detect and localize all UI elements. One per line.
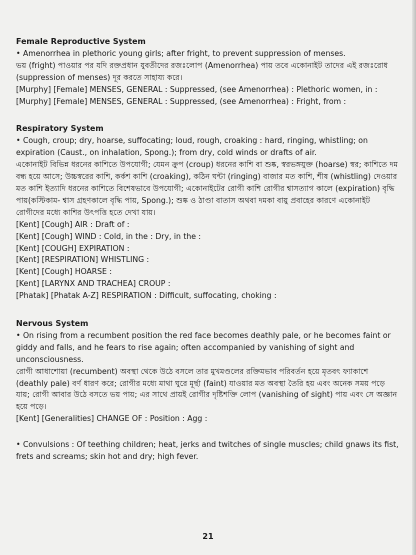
section-title-respiratory: Respiratory System <box>16 124 104 134</box>
repertory-rubric: [Kent] [LARYNX AND TRACHEA] CROUP : <box>16 279 171 289</box>
section-title-female-reproductive: Female Reproductive System <box>16 37 146 46</box>
repertory-rubric: [Kent] [Generalities] CHANGE OF : Position : Agg : <box>16 414 208 424</box>
page-number: 21 <box>202 532 214 541</box>
repertory-rubric: [Kent] [Cough] WIND : Cold, in the : Dry, in the : <box>16 231 202 241</box>
symptom-paragraph: • Cough, croup; dry, hoarse, suffocating; loud, rough, croaking : hard, ringing, whistling; on expiration (Caust., on inhalation, Spong.); from dry, cold winds or drafts of air. <box>16 136 368 158</box>
symptom-paragraph: • Amenorrhea in plethoric young girls; after fright, to prevent suppression of menses. <box>16 48 346 58</box>
repertory-rubric: [Phatak] [Phatak A-Z] RESPIRATION : Difficult, suffocating, choking : <box>16 291 277 301</box>
repertory-rubric: [Murphy] [Female] MENSES, GENERAL : Suppressed, (see Amenorrhea) : Fright, from : <box>16 96 347 106</box>
symptom-paragraph: • On rising from a recumbent position the red face becomes deathly pale, or he becomes faint or giddy and falls, and he fears to rise again; often accompanied by vanishing of sight and unconsciousness. <box>16 330 391 364</box>
bengali-translation: রোগী আধাশোয়া (recumbent) অবস্থা থেকে উঠে বসলে তার মুখমণ্ডলের রক্তিমভাব পরিবর্তন হয়ে মৃতবৎ ফ্যাকাশে (deathly pale) বর্ণ ধারণ করে; রোগীর মধ্যে মাথা ঘুরে মূর্ছা (faint) যাওয়ার মত অবস্থা তৈরি হয় এবং অনেক সময় পড়ে যায়; রোগী আবার উঠে বসতে ভয় পায়; এর সাথে প্রায়ই রোগীর দৃষ্টিশক্তি লোপ (vanishing of sight) পায় এবং সে অজ্ঞান হয়ে পড়ে। <box>16 366 398 412</box>
section-title-nervous: Nervous System <box>16 319 89 329</box>
repertory-rubric: [Kent] [COUGH] EXPIRATION : <box>16 243 130 253</box>
bengali-translation: ভয় (fright) পাওয়ার পর যদি রক্তপ্রধান যুবতীদের রজঃলোপ (Amenorrhea) পায় তবে একোনাইট তাদের এই রজঃরোধ (suppression of menses) দূর করতে সাহায্য করে। <box>16 60 388 82</box>
bengali-translation: একোনাইট বিভিন্ন ধরনের কাশিতে উপযোগী; যেমন ক্রুপ (croup) ধরনের কাশি বা শুষ্ক, স্বরভঙ্গযুক্ত (hoarse) স্বর; কাশিতে দম বন্ধ হয়ে আসে; উচ্চস্বরের কাশি, কর্কশ কাশি (croaking), কঠিন ঘন্টা (ringing) বাজার মত কাশি, শীষ (whistling) দেওয়ার মত কাশি ইত্যাদি ধরনের কাশিতে বিশেষভাবে উপযোগী; একোনাইটের রোগী কাশি রোগীর শ্বাসত্যাগ কালে (expiration) বৃদ্ধি পায়(কস্টিকাম- শ্বাস গ্রহণকালে বৃদ্ধি পায়, Spong.); শুষ্ক ও ঠাণ্ডা বাতাস অথবা দমকা বায়ু প্রবাহের কারণে একোনাইট রোগীদের মধ্যে কাশির উৎপত্তি হতে দেখা যায়। <box>16 160 398 217</box>
symptom-paragraph: • Convulsions : Of teething children; heat, jerks and twitches of single muscles; child gnaws its fist, frets and screams; skin hot and dry; high fever. <box>16 440 399 462</box>
page-content <box>16 36 400 463</box>
repertory-rubric: [Kent] [Cough] AIR : Draft of : <box>16 219 130 229</box>
repertory-rubric: [Murphy] [Female] MENSES, GENERAL : Suppressed, (see Amenorrhea) : Plethoric women, in : <box>16 84 378 94</box>
repertory-rubric: [Kent] [RESPIRATION] WHISTLING : <box>16 255 150 265</box>
page-edge <box>412 0 416 555</box>
repertory-rubric: [Kent] [Cough] HOARSE : <box>16 267 112 277</box>
